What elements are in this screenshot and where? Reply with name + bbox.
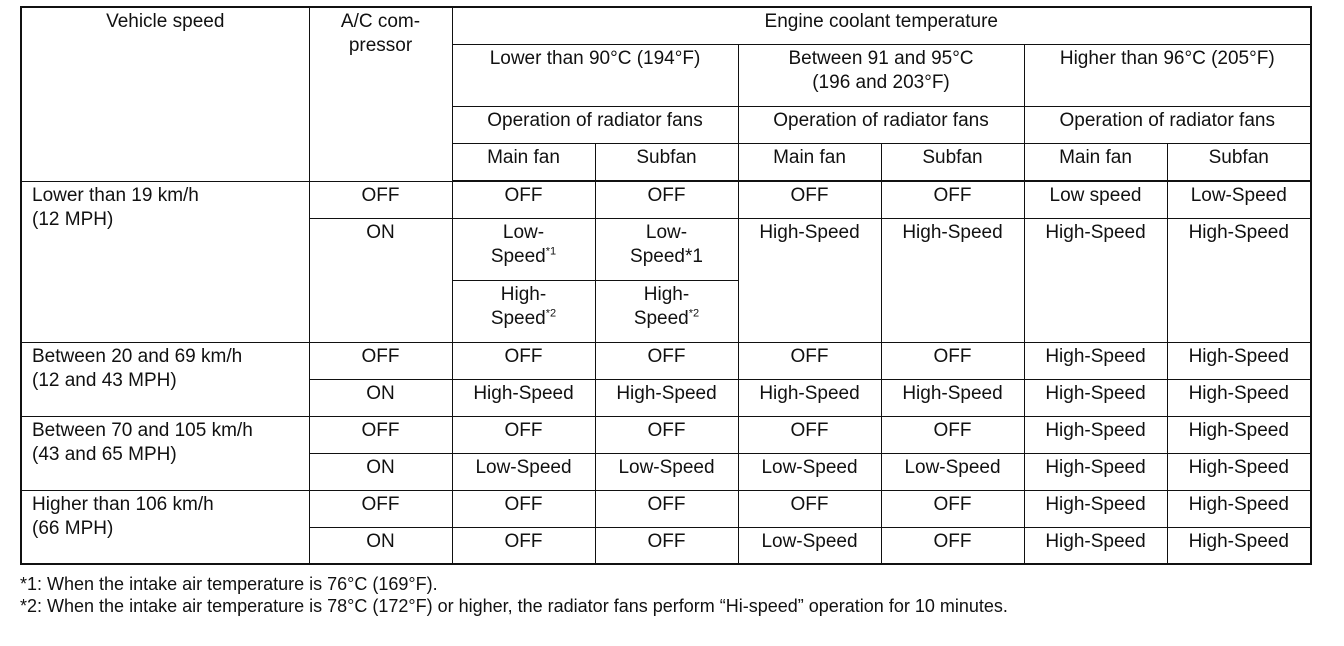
footnote-marker: *1 — [545, 245, 557, 258]
footnote-marker: *2 — [545, 307, 557, 320]
fan-cell: High-Speed — [1024, 379, 1167, 416]
fan-text: Speed — [490, 307, 546, 329]
fan-cell: OFF — [452, 416, 595, 453]
radiator-fan-table — [20, 6, 1312, 565]
fan-cell: OFF — [738, 181, 881, 218]
engine-coolant-header — [452, 7, 1311, 44]
speed-line1: Between 70 and 105 km/h — [32, 419, 253, 441]
fan-cell: High-Speed — [1024, 218, 1167, 342]
ac-cell: OFF — [309, 416, 452, 453]
fan-cell: Low-Speed — [881, 453, 1024, 490]
table-row — [21, 181, 1311, 218]
fan-cell: OFF — [881, 416, 1024, 453]
table-row — [21, 490, 1311, 527]
fan-cell: OFF — [881, 527, 1024, 564]
ac-cell: OFF — [309, 342, 452, 379]
fan-text: Speed — [633, 307, 689, 329]
operation-label: Operation of radiator fans — [1059, 109, 1275, 131]
table-row — [21, 342, 1311, 379]
fan-cell: High-Speed — [1167, 342, 1311, 379]
speed-line1: Between 20 and 69 km/h — [32, 345, 243, 367]
fan-text: Low- — [645, 221, 688, 243]
main-fan-header: Main fan — [452, 143, 595, 180]
header-row — [21, 7, 1311, 44]
fan-cell: Low-Speed — [738, 527, 881, 564]
fan-cell: High-Speed — [1167, 527, 1311, 564]
fan-cell: OFF — [452, 181, 595, 218]
fan-cell: High-Speed — [1024, 342, 1167, 379]
fan-cell: Low-Speed — [595, 453, 738, 490]
ac-cell: OFF — [309, 181, 452, 218]
vehicle-speed-label: Vehicle speed — [106, 11, 225, 32]
operation-label: Operation of radiator fans — [487, 109, 703, 131]
temp-high-header — [1024, 44, 1311, 106]
fan-text: Low- — [502, 221, 545, 243]
temp-low-label: Lower than 90°C (194°F) — [489, 47, 701, 69]
speed-line1: Lower than 19 km/h — [32, 184, 199, 206]
footnote-marker: *2 — [688, 307, 700, 320]
fan-cell: High-Speed — [1024, 416, 1167, 453]
fan-cell: OFF — [452, 342, 595, 379]
document — [20, 6, 1312, 617]
fan-cell: OFF — [595, 416, 738, 453]
ac-cell: OFF — [309, 490, 452, 527]
temp-high-label: Higher than 96°C (205°F) — [1059, 47, 1275, 69]
fan-cell: Low-Speed — [452, 453, 595, 490]
temp-mid-line1: Between 91 and 95°C — [788, 47, 974, 69]
fan-cell: OFF — [595, 342, 738, 379]
fan-cell: OFF — [452, 490, 595, 527]
fan-cell: OFF — [738, 342, 881, 379]
operation-label: Operation of radiator fans — [773, 109, 989, 131]
subfan-header: Subfan — [881, 143, 1024, 180]
footnotes — [20, 573, 1312, 617]
fan-cell: High-Speed — [452, 379, 595, 416]
fan-cell: High-Speed — [881, 379, 1024, 416]
subfan-header: Subfan — [1167, 143, 1311, 180]
main-fan-header: Main fan — [1024, 143, 1167, 180]
fan-text: High- — [643, 283, 690, 305]
fan-text: Speed — [490, 245, 546, 267]
vehicle-speed-header — [21, 7, 309, 181]
speed-cell — [21, 342, 309, 416]
fan-text: Speed*1 — [630, 245, 703, 267]
fan-cell — [452, 280, 595, 342]
temp-low-header — [452, 44, 738, 106]
fan-cell: OFF — [881, 181, 1024, 218]
fan-cell: High-Speed — [1024, 453, 1167, 490]
fan-cell: High-Speed — [1167, 416, 1311, 453]
fan-cell: OFF — [595, 527, 738, 564]
fan-cell — [595, 280, 738, 342]
fan-cell — [452, 218, 595, 280]
fan-cell: Low-Speed — [1167, 181, 1311, 218]
operation-header-low — [452, 106, 738, 143]
fan-cell: High-Speed — [1167, 218, 1311, 342]
fan-cell: OFF — [881, 490, 1024, 527]
fan-cell: OFF — [738, 416, 881, 453]
speed-line2: (66 MPH) — [32, 517, 114, 539]
fan-cell: High-Speed — [1024, 527, 1167, 564]
operation-header-high — [1024, 106, 1311, 143]
speed-cell — [21, 416, 309, 490]
temp-mid-line2: (196 and 203°F) — [812, 71, 950, 93]
fan-cell: OFF — [452, 527, 595, 564]
speed-line1: Higher than 106 km/h — [32, 493, 214, 515]
ac-cell: ON — [309, 379, 452, 416]
fan-cell: Low speed — [1024, 181, 1167, 218]
fan-cell: OFF — [595, 490, 738, 527]
speed-line2: (12 MPH) — [32, 208, 114, 230]
fan-cell — [595, 218, 738, 280]
fan-cell: OFF — [738, 490, 881, 527]
ac-cell: ON — [309, 218, 452, 342]
subfan-header: Subfan — [595, 143, 738, 180]
fan-cell: Low-Speed — [738, 453, 881, 490]
speed-cell — [21, 181, 309, 342]
fan-cell: OFF — [881, 342, 1024, 379]
fan-cell: High-Speed — [881, 218, 1024, 342]
speed-line2: (43 and 65 MPH) — [32, 443, 177, 465]
ac-cell: ON — [309, 453, 452, 490]
speed-line2: (12 and 43 MPH) — [32, 369, 177, 391]
speed-cell — [21, 490, 309, 564]
main-fan-header: Main fan — [738, 143, 881, 180]
fan-cell: High-Speed — [738, 218, 881, 342]
footnote-2: *2: When the intake air temperature is 78°C (172°F) or higher, the radiator fans perform “Hi-speed” operation for 10 minutes. — [20, 596, 1008, 616]
fan-cell: High-Speed — [595, 379, 738, 416]
fan-cell: High-Speed — [1167, 379, 1311, 416]
ac-compressor-header — [309, 7, 452, 181]
table-row — [21, 416, 1311, 453]
fan-cell: High-Speed — [738, 379, 881, 416]
fan-cell: High-Speed — [1167, 490, 1311, 527]
engine-coolant-label: Engine coolant temperature — [764, 11, 998, 32]
fan-cell: High-Speed — [1024, 490, 1167, 527]
operation-header-mid — [738, 106, 1024, 143]
fan-text: High- — [500, 283, 547, 305]
fan-cell: OFF — [595, 181, 738, 218]
ac-cell: ON — [309, 527, 452, 564]
footnote-1: *1: When the intake air temperature is 76°C (169°F). — [20, 574, 438, 594]
ac-header-line1: A/C com- — [340, 11, 421, 32]
ac-header-line2: pressor — [348, 35, 413, 56]
temp-mid-header — [738, 44, 1024, 106]
fan-cell: High-Speed — [1167, 453, 1311, 490]
